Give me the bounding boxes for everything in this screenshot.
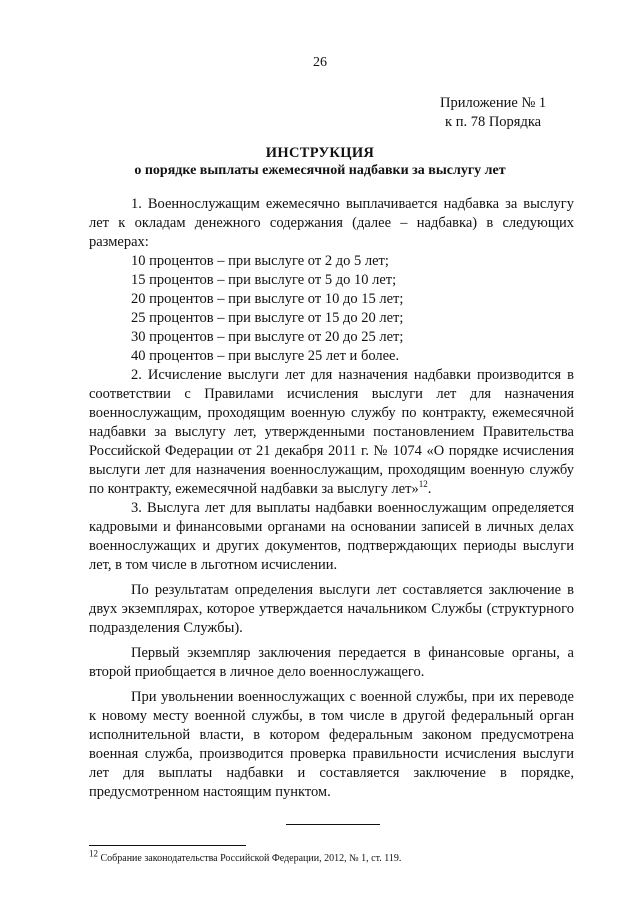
rate-item: 40 процентов – при выслуге 25 лет и более. <box>131 348 400 364</box>
page-number: 26 <box>313 55 327 70</box>
paragraph-2-text: 2. Исчисление выслуги лет для назначения надбавки производится в соответствии с Правилами исчисления выслуги лет для назначения военнослужащим, проходящим военную службу по контракту, ежемесячной надбавки за выслугу лет, утвержденными постановлением Правительства Российской Федерации от 21 декабря 2011 г. № 1074 «О порядке исчисления выслуги лет для назначения военнослужащим, проходящим военную службу по контракту, ежемесячной надбавки за выслугу лет» <box>89 367 574 497</box>
paragraph-1: 1. Военнослужащим ежемесячно выплачивается надбавка за выслугу лет к окладам денежного содержания (далее – надбавка) в следующих размерах: <box>89 196 574 250</box>
rate-item: 25 процентов – при выслуге от 15 до 20 лет; <box>131 310 404 326</box>
paragraph-5: Первый экземпляр заключения передается в финансовые органы, а второй приобщается в личное дело военнослужащего. <box>89 645 574 680</box>
footnote-rule <box>89 845 246 846</box>
document-title: ИНСТРУКЦИЯ <box>265 145 375 161</box>
appendix-line-2: к п. 78 Порядка <box>445 114 542 130</box>
paragraph-3: 3. Выслуга лет для выплаты надбавки военнослужащим определяется кадровыми и финансовыми органами на основании записей в личных делах военнослужащих и других документов, подтверждающих периоды выслуги лет, в том числе в льготном исчислении. <box>89 500 574 573</box>
document-subtitle: о порядке выплаты ежемесячной надбавки за выслугу лет <box>134 163 506 178</box>
rate-item: 10 процентов – при выслуге от 2 до 5 лет; <box>131 253 389 269</box>
section-separator <box>286 824 380 825</box>
paragraph-2 <box>89 366 574 499</box>
appendix-reference <box>440 94 546 132</box>
document-body <box>89 195 574 802</box>
paragraph-2-end: . <box>427 481 432 497</box>
footnote-marker: 12 <box>418 479 428 490</box>
footnote-text: Собрание законодательства Российской Федерации, 2012, № 1, ст. 119. <box>100 853 402 864</box>
footnote <box>89 848 574 864</box>
rate-item: 30 процентов – при выслуге от 20 до 25 лет; <box>131 329 404 345</box>
rate-item: 20 процентов – при выслуге от 10 до 15 лет; <box>131 291 404 307</box>
rate-item: 15 процентов – при выслуге от 5 до 10 лет; <box>131 272 397 288</box>
paragraph-6: При увольнении военнослужащих с военной службы, при их переводе к новому месту военной службы, в том числе в другой федеральный орган исполнительной власти, в котором федеральным законом предусмотрена военная служба, производится проверка правильности исчисления выслуги лет для выплаты надбавки и составляется заключение в порядке, предусмотренном настоящим пунктом. <box>89 689 574 800</box>
paragraph-4: По результатам определения выслуги лет составляется заключение в двух экземплярах, которое утверждается начальником Службы (структурного подразделения Службы). <box>89 582 574 636</box>
appendix-line-1: Приложение № 1 <box>440 95 547 111</box>
footnote-ref: 12 <box>89 848 98 859</box>
